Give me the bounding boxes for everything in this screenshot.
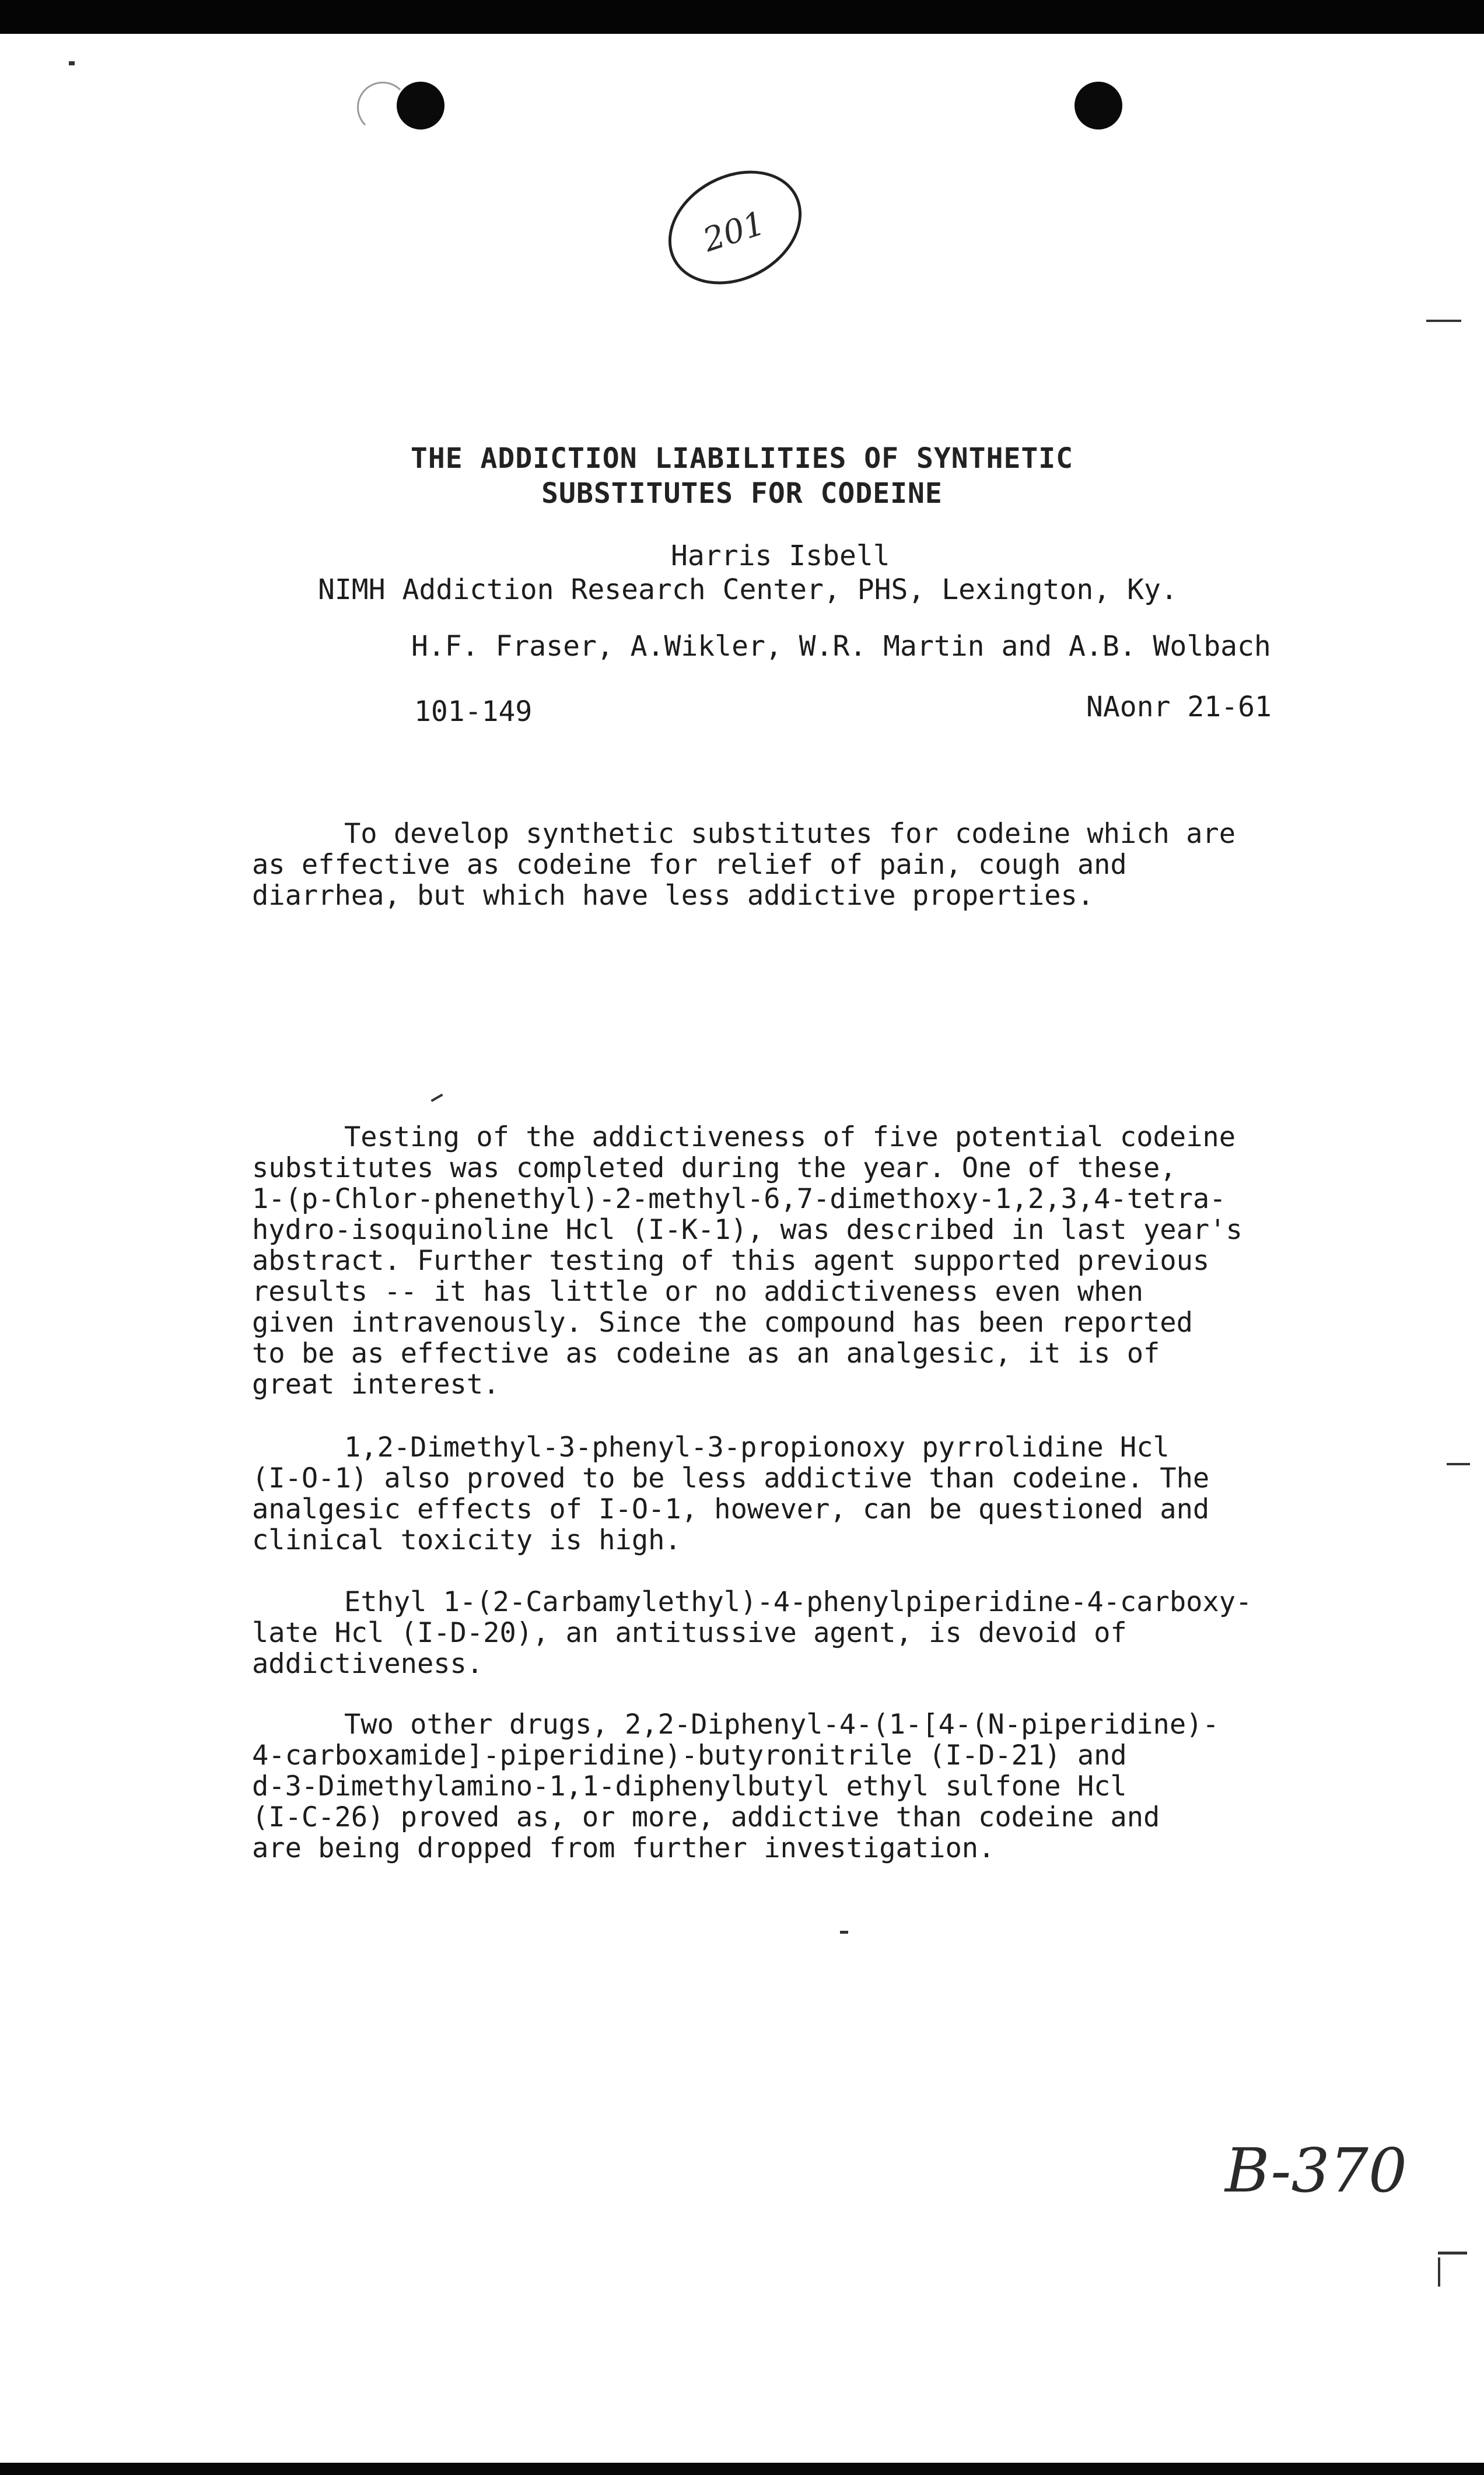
- body-paragraph-3: [252, 1587, 1419, 1679]
- punch-hole-right: [1074, 82, 1122, 129]
- body-paragraph-text: Ethyl 1-(2-Carbamylethyl)-4-phenylpiperidine-4-carboxy- late Hcl (I-D-20), an antitussive agent, is devoid of addictiveness.: [252, 1586, 1252, 1680]
- body-paragraph-text: Two other drugs, 2,2-Diphenyl-4-(1-[4-(N-piperidine)- 4-carboxamide]-piperidine)-butyronitrile (I-D-21) and d-3-Dimethylamino-1,1-diphenylbutyl ethyl sulfone Hcl (I-C-26) proved as, or more, addictive than codeine and are being dropped from further investigation.: [252, 1709, 1219, 1864]
- scan-speck: [430, 1094, 443, 1102]
- author-affiliation: NIMH Addiction Research Center, PHS, Lexington, Ky.: [318, 573, 1178, 606]
- scan-speck: [69, 61, 75, 65]
- document-title-line-1: THE ADDICTION LIABILITIES OF SYNTHETIC: [410, 442, 1074, 475]
- handwritten-reference-mark: B-370: [1225, 2135, 1407, 2206]
- project-number: 101-149: [414, 695, 533, 728]
- scan-speck: [1447, 1463, 1470, 1465]
- collaborators: H.F. Fraser, A.Wikler, W.R. Martin and A.B. Wolbach: [411, 630, 1271, 663]
- scan-speck: [840, 1931, 848, 1934]
- body-paragraph-4: [252, 1709, 1419, 1864]
- body-paragraph-2: [252, 1432, 1419, 1556]
- body-paragraph-text: 1,2-Dimethyl-3-phenyl-3-propionoxy pyrrolidine Hcl (I-O-1) also proved to be less addictive than codeine. The analgesic effects of I-O-1, however, can be questioned and clinical toxicity is high.: [252, 1431, 1210, 1556]
- scan-speck: [1438, 2252, 1467, 2255]
- scan-speck: [1438, 2257, 1440, 2287]
- punch-hole-left: [397, 82, 444, 129]
- author-name: Harris Isbell: [671, 540, 890, 572]
- document-title-line-2: SUBSTITUTES FOR CODEINE: [541, 477, 943, 510]
- scan-bottom-border: [0, 2463, 1484, 2475]
- scan-speck: [1426, 320, 1461, 322]
- handwritten-page-number: 201: [698, 204, 770, 260]
- objective-text: To develop synthetic substitutes for codeine which are as effective as codeine for relief of pain, cough and diarrhea, but which have less addictive properties.: [252, 818, 1236, 912]
- body-paragraph-text: Testing of the addictiveness of five potential codeine substitutes was completed during the year. One of these, 1-(p-Chlor-phenethyl)-2-methyl-6,7-dimethoxy-1,2,3,4-tetra- hydro-isoquinoline Hcl (I-K-1), was described in last year's abstract. Further testing of this agent supported previous results -- it has little or no addictiveness even when given intravenously. Since the compound has been reported to be as effective as codeine as an analgesic, it is of great interest.: [252, 1121, 1242, 1401]
- contract-number: NAonr 21-61: [1086, 691, 1272, 723]
- objective-paragraph: [252, 818, 1419, 911]
- body-paragraph-1: [252, 1122, 1419, 1400]
- scan-top-border: [0, 0, 1484, 34]
